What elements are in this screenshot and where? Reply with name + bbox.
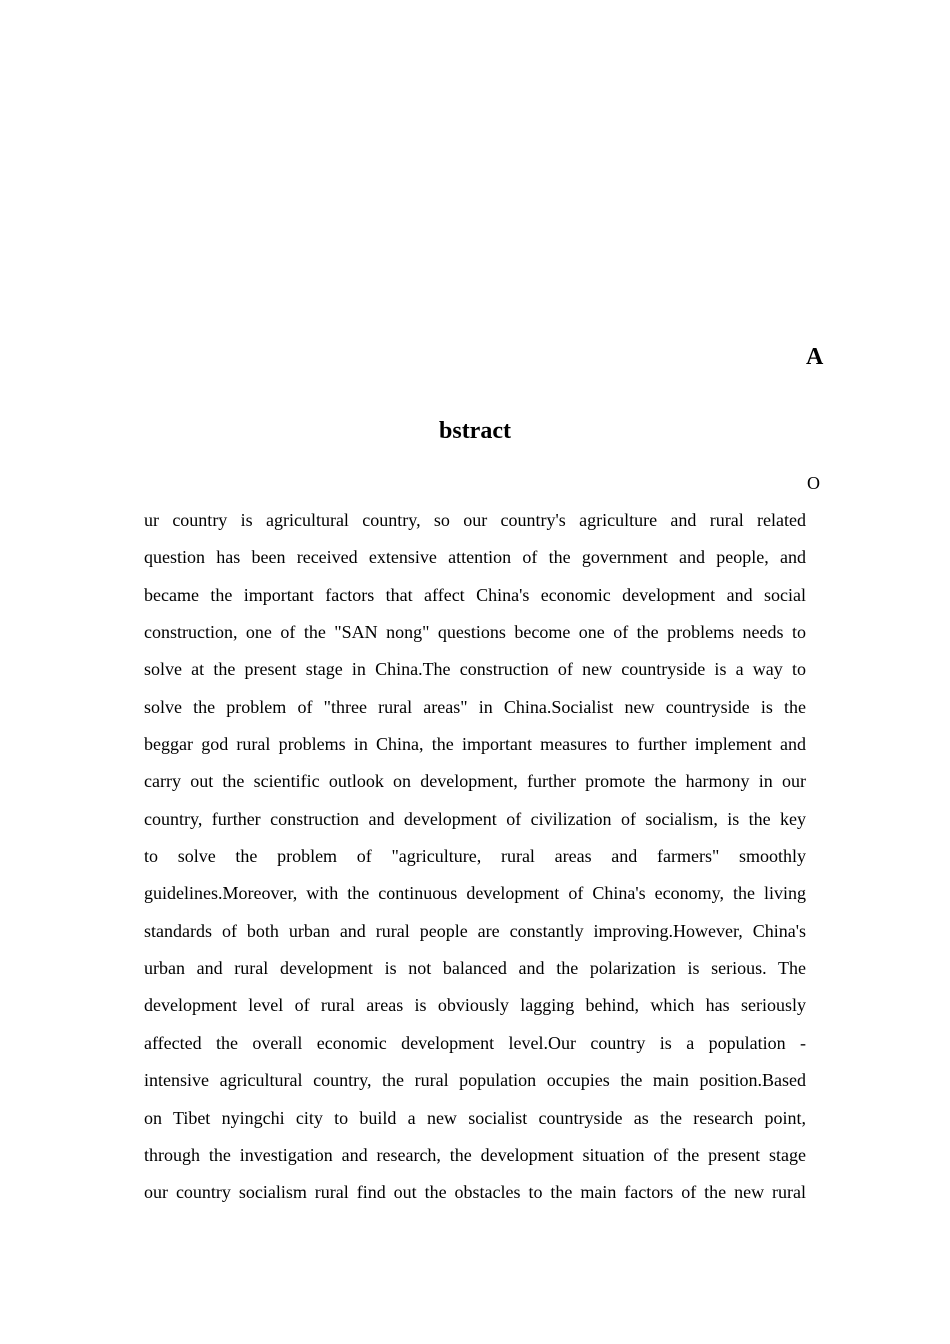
text-line: beggar god rural problems in China, the important measures to further implement and <box>144 734 806 755</box>
text-line: on Tibet nyingchi city to build a new socialist countryside as the research point, <box>144 1107 806 1128</box>
text-line: intensive agricultural country, the rural population occupies the main position.Based <box>144 1070 806 1091</box>
text-line: standards of both urban and rural people are constantly improving.However, China's <box>144 920 806 941</box>
text-line: country, further construction and development of civilization of socialism, is the key <box>144 808 806 829</box>
text-line: affected the overall economic development level.Our country is a population - <box>144 1032 806 1053</box>
text-line: guidelines.Moreover, with the continuous development of China's economy, the living <box>144 883 806 904</box>
body-first-letter: O <box>807 473 820 493</box>
text-line: construction, one of the "SAN nong" questions become one of the problems needs to <box>144 622 806 643</box>
text-line: to solve the problem of "agriculture, rural areas and farmers" smoothly <box>144 846 806 867</box>
page-title: bstract <box>439 418 511 444</box>
text-line: through the investigation and research, the development situation of the present stage <box>144 1144 806 1165</box>
text-line: urban and rural development is not balanced and the polarization is serious. The <box>144 958 806 979</box>
text-line: became the important factors that affect China's economic development and social <box>144 584 806 605</box>
text-line: carry out the scientific outlook on development, further promote the harmony in our <box>144 771 806 792</box>
text-line: development level of rural areas is obviously lagging behind, which has seriously <box>144 995 806 1016</box>
title-first-letter: A <box>806 344 824 370</box>
text-line: question has been received extensive attention of the government and people, and <box>144 547 806 568</box>
text-line: ur country is agricultural country, so our country's agriculture and rural related <box>144 510 806 530</box>
abstract-body <box>144 502 806 1212</box>
text-line: solve the problem of "three rural areas" in China.Socialist new countryside is the <box>144 696 806 717</box>
text-line: our country socialism rural find out the obstacles to the main factors of the new rural <box>144 1182 806 1203</box>
text-line: solve at the present stage in China.The construction of new countryside is a way to <box>144 659 806 680</box>
